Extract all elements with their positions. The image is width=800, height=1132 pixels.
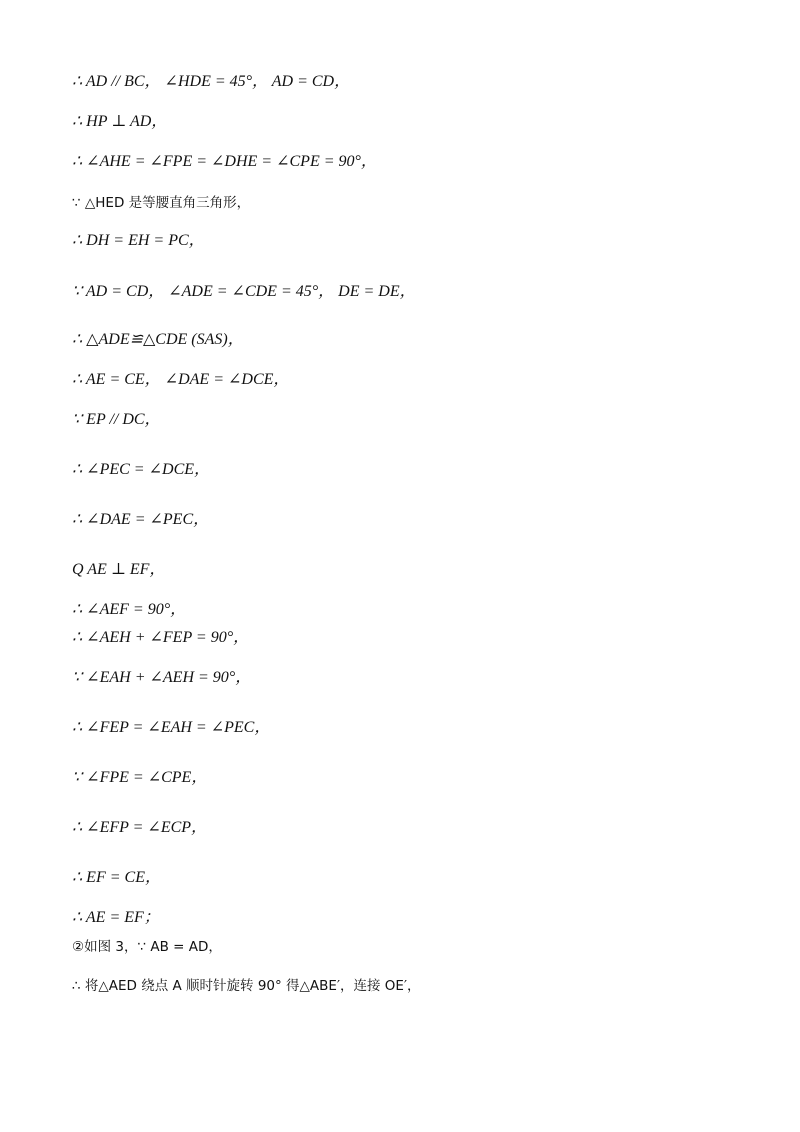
proof-line-11: ∴ ∠DAE = ∠PEC， — [72, 511, 210, 528]
proof-line-20: ∴ AE = EF； — [72, 909, 160, 926]
proof-line-13: ∴ ∠AEF = 90°， — [72, 601, 187, 618]
proof-line-8: ∴ AE = CE， ∠DAE = ∠DCE， — [72, 371, 290, 388]
proof-line-4: ∵ △HED 是等腰直角三角形， — [72, 195, 251, 211]
proof-line-7: ∴ △ADE≌△CDE (SAS)， — [72, 331, 244, 348]
proof-line-21: ②如图 3，∵ AB = AD， — [72, 939, 222, 955]
proof-line-2: ∴ HP ⊥ AD， — [72, 113, 168, 130]
proof-line-22: ∴ 将△AED 绕点 A 顺时针旋转 90° 得△ABE′，连接 OE′， — [72, 978, 421, 994]
proof-line-10: ∴ ∠PEC = ∠DCE， — [72, 461, 211, 478]
proof-line-18: ∴ ∠EFP = ∠ECP， — [72, 819, 208, 836]
proof-line-5: ∴ DH = EH = PC， — [72, 232, 205, 249]
proof-line-15: ∵ ∠EAH + ∠AEH = 90°， — [72, 669, 252, 686]
proof-line-1: ∴ AD // BC， ∠HDE = 45°， AD = CD， — [72, 73, 351, 90]
proof-line-19: ∴ EF = CE， — [72, 869, 161, 886]
proof-line-9: ∵ EP // DC， — [72, 411, 161, 428]
proof-line-12: Q AE ⊥ EF， — [72, 561, 166, 578]
proof-line-14: ∴ ∠AEH + ∠FEP = 90°， — [72, 629, 250, 646]
proof-line-17: ∵ ∠FPE = ∠CPE， — [72, 769, 208, 786]
proof-line-16: ∴ ∠FEP = ∠EAH = ∠PEC， — [72, 719, 271, 736]
proof-line-3: ∴ ∠AHE = ∠FPE = ∠DHE = ∠CPE = 90°， — [72, 153, 377, 170]
proof-line-6: ∵ AD = CD， ∠ADE = ∠CDE = 45°， DE = DE， — [72, 283, 416, 300]
